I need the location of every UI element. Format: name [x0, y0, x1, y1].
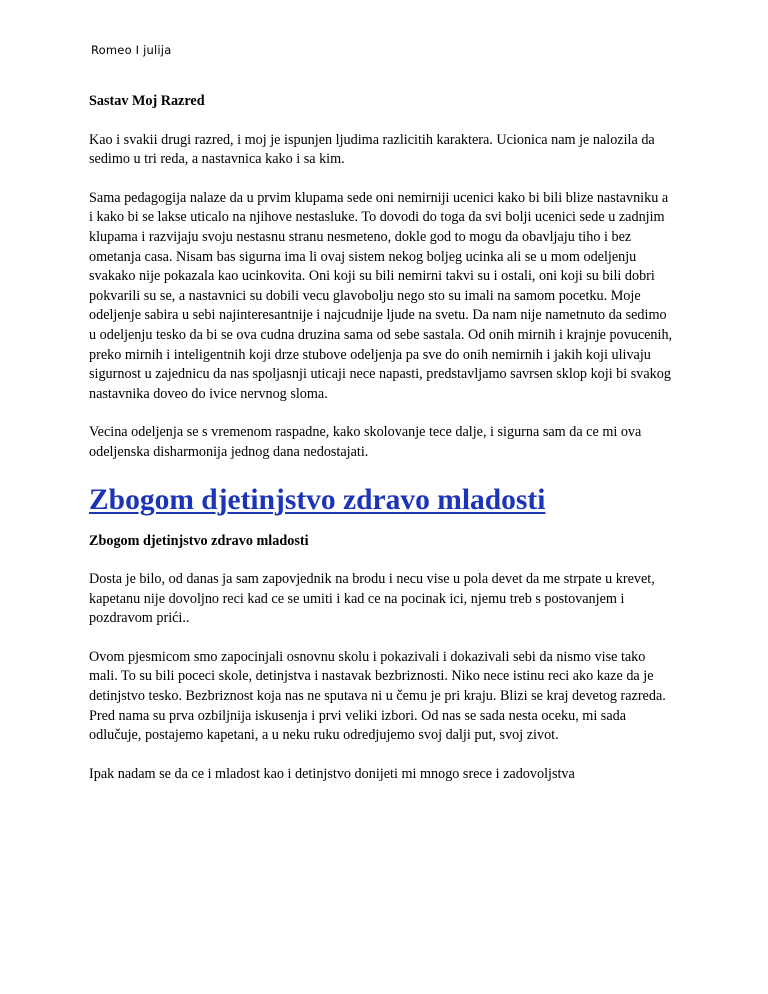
- heading-link[interactable]: Zbogom djetinjstvo zdravo mladosti: [89, 483, 546, 516]
- page-header: Romeo I julija: [91, 43, 172, 57]
- paragraph: Sama pedagogija nalaze da u prvim klupama sede oni nemirniji ucenici kako bi bili blize nastavniku a i kako bi se lakse uticalo na njihove nestasluke. To dovodi do toga da svi bolji ucenici sede u zadnjim klupama i razvijaju svoju nestasnu stranu nesmeteno, dokle god to mogu da obavljaju tiho i bez ometanja casa. Nisam bas sigurna ima li ovaj sistem nekog boljeg ucinka ali se u mom odeljenju svakako nije pokazala kao ucinkovita. Oni koji su bili nemirni takvi su i ostali, oni koji su bili dobri pokvarili su se, a nastavnici su dobili vecu glavobolju nego sto su imali na samom pocetku. Moje odeljenje sabira u sebi najinteresantnije i najcudnije ljude na svetu. Da nam nije nametnuto da sedimo u odeljenju tesko da bi se ova cudna druzina sama od sebe sastala. Od onih mirnih i krajnje povucenih, preko mirnih i inteligentnih koji drze stubove odeljenja pa sve do onih nemirnih i jakih koji ulivaju sigurnost u zajednicu da nas spoljasnji uticaji nece napasti, predstavljamo savrsen sklop koji bi svakog nastavnika doveo do ivice nervnog sloma.: [89, 189, 673, 402]
- paragraph: Ipak nadam se da ce i mladost kao i detinjstvo donijeti mi mnogo srece i zadovoljstva: [89, 765, 575, 782]
- paragraph: Dosta je bilo, od danas ja sam zapovjednik na brodu i necu vise u pola devet da me strpate u krevet, kapetanu nije dovoljno reci kad ce se umiti i kad ce na pocinak ici, njemu treb s postovanjem i pozdravom prići..: [89, 571, 655, 627]
- section-title: Sastav Moj Razred: [89, 93, 205, 109]
- document-body: [89, 92, 674, 803]
- paragraph: Vecina odeljenja se s vremenom raspadne, kako skolovanje tece dalje, i sigurna sam da ce mi ova odeljenska disharmonija jednog dana nedostajati.: [89, 424, 642, 460]
- paragraph: Ovom pjesmicom smo zapocinjali osnovnu skolu i pokazivali i dokazivali sebi da nismo vise tako mali. To su bili poceci skole, detinjstva i nastavak bezbriznosti. Niko nece istinu reci ako kaze da je detinjstvo tesko. Bezbriznost koja nas ne sputava ni u čemu je pri kraju. Blizi se kraj devetog razreda. Pred nama su prva ozbiljnija iskusenja i prvi veliki izbori. Od nas se sada nesta oceku, mi sada odlučuje, postajemo kapetani, a u neku ruku odredjujemo svoj dalji put, svoj zivot.: [89, 648, 666, 744]
- section-subtitle: Zbogom djetinjstvo zdravo mladosti: [89, 532, 309, 549]
- paragraph: Kao i svakii drugi razred, i moj je ispunjen ljudima razlicitih karaktera. Ucionica nam je nalozila da sedimo u tri reda, a nastavnica kako i sa kim.: [89, 131, 655, 168]
